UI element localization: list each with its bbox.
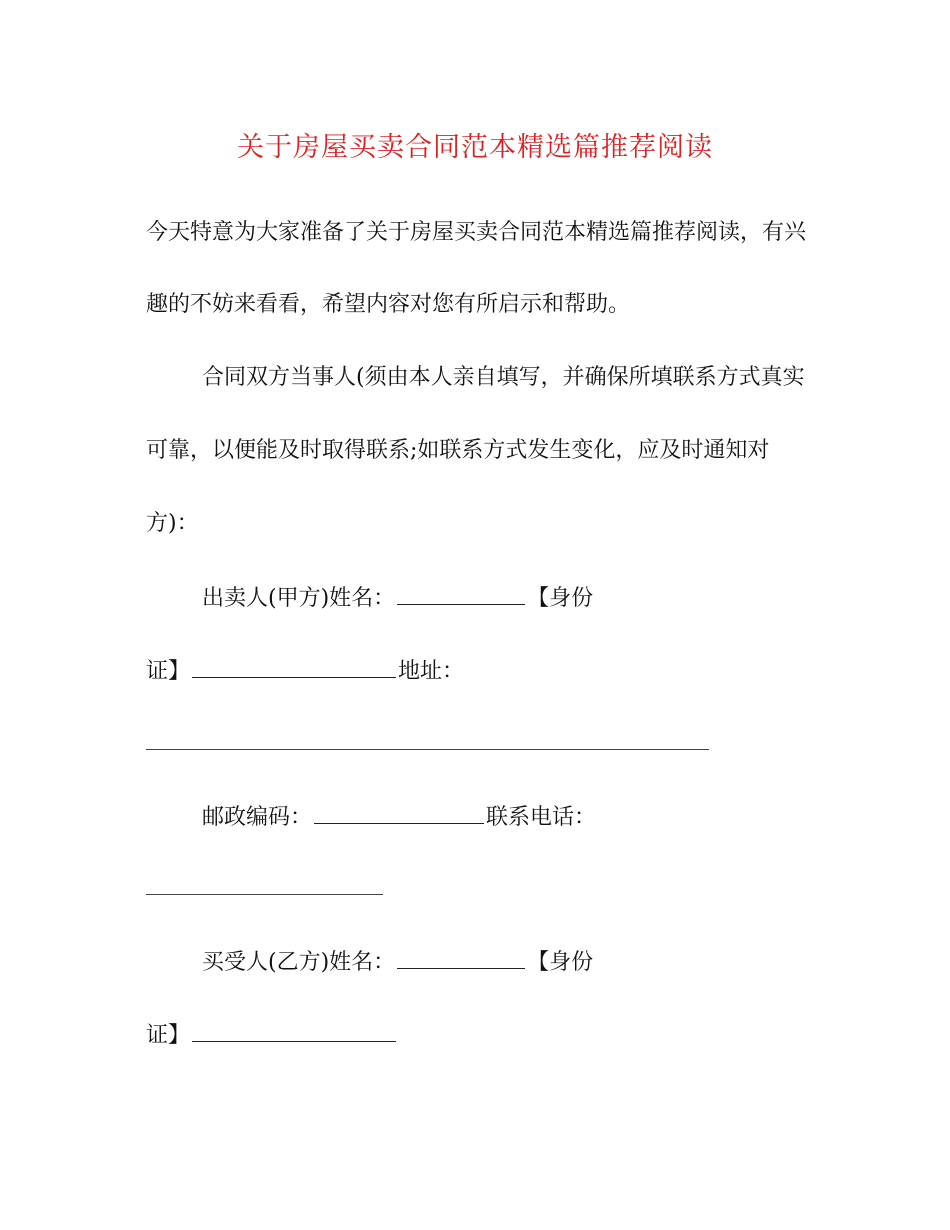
buyer-id-label-start: 【身份 xyxy=(527,950,594,975)
buyer-name-label: 买受人(乙方)姓名： xyxy=(202,950,396,975)
parties-note-line-2: 可靠，以便能及时取得联系;如联系方式发生变化，应及时通知对 xyxy=(146,438,770,463)
buyer-id-blank[interactable] xyxy=(192,1019,396,1042)
seller-phone-blank[interactable] xyxy=(146,894,383,895)
parties-note-line-3: 方)： xyxy=(146,511,199,536)
buyer-name-blank[interactable] xyxy=(397,946,525,969)
seller-id-row xyxy=(146,655,464,687)
intro-line-1: 今天特意为大家准备了关于房屋买卖合同范本精选篇推荐阅读，有兴 xyxy=(146,220,807,245)
seller-postcode-row xyxy=(202,801,596,833)
seller-id-blank[interactable] xyxy=(192,655,396,678)
document-title: 关于房屋买卖合同范本精选篇推荐阅读 xyxy=(237,132,713,163)
buyer-id-label-end: 证】 xyxy=(146,1023,191,1048)
intro-line-2: 趣的不妨来看看，希望内容对您有所启示和帮助。 xyxy=(146,292,631,317)
buyer-id-row xyxy=(146,1019,398,1051)
seller-name-blank[interactable] xyxy=(397,582,525,605)
seller-id-label-start: 【身份 xyxy=(527,586,594,611)
seller-address-label: 地址： xyxy=(398,659,465,684)
seller-phone-label: 联系电话： xyxy=(486,805,597,830)
seller-id-label-end: 证】 xyxy=(146,659,191,684)
seller-name-row xyxy=(202,582,593,614)
buyer-name-row xyxy=(202,946,593,978)
seller-name-label: 出卖人(甲方)姓名： xyxy=(202,586,396,611)
seller-address-blank[interactable] xyxy=(146,749,709,750)
seller-postcode-blank[interactable] xyxy=(314,801,484,824)
seller-postcode-label: 邮政编码： xyxy=(202,805,313,830)
parties-note-line-1: 合同双方当事人(须由本人亲自填写，并确保所填联系方式真实 xyxy=(202,365,805,390)
